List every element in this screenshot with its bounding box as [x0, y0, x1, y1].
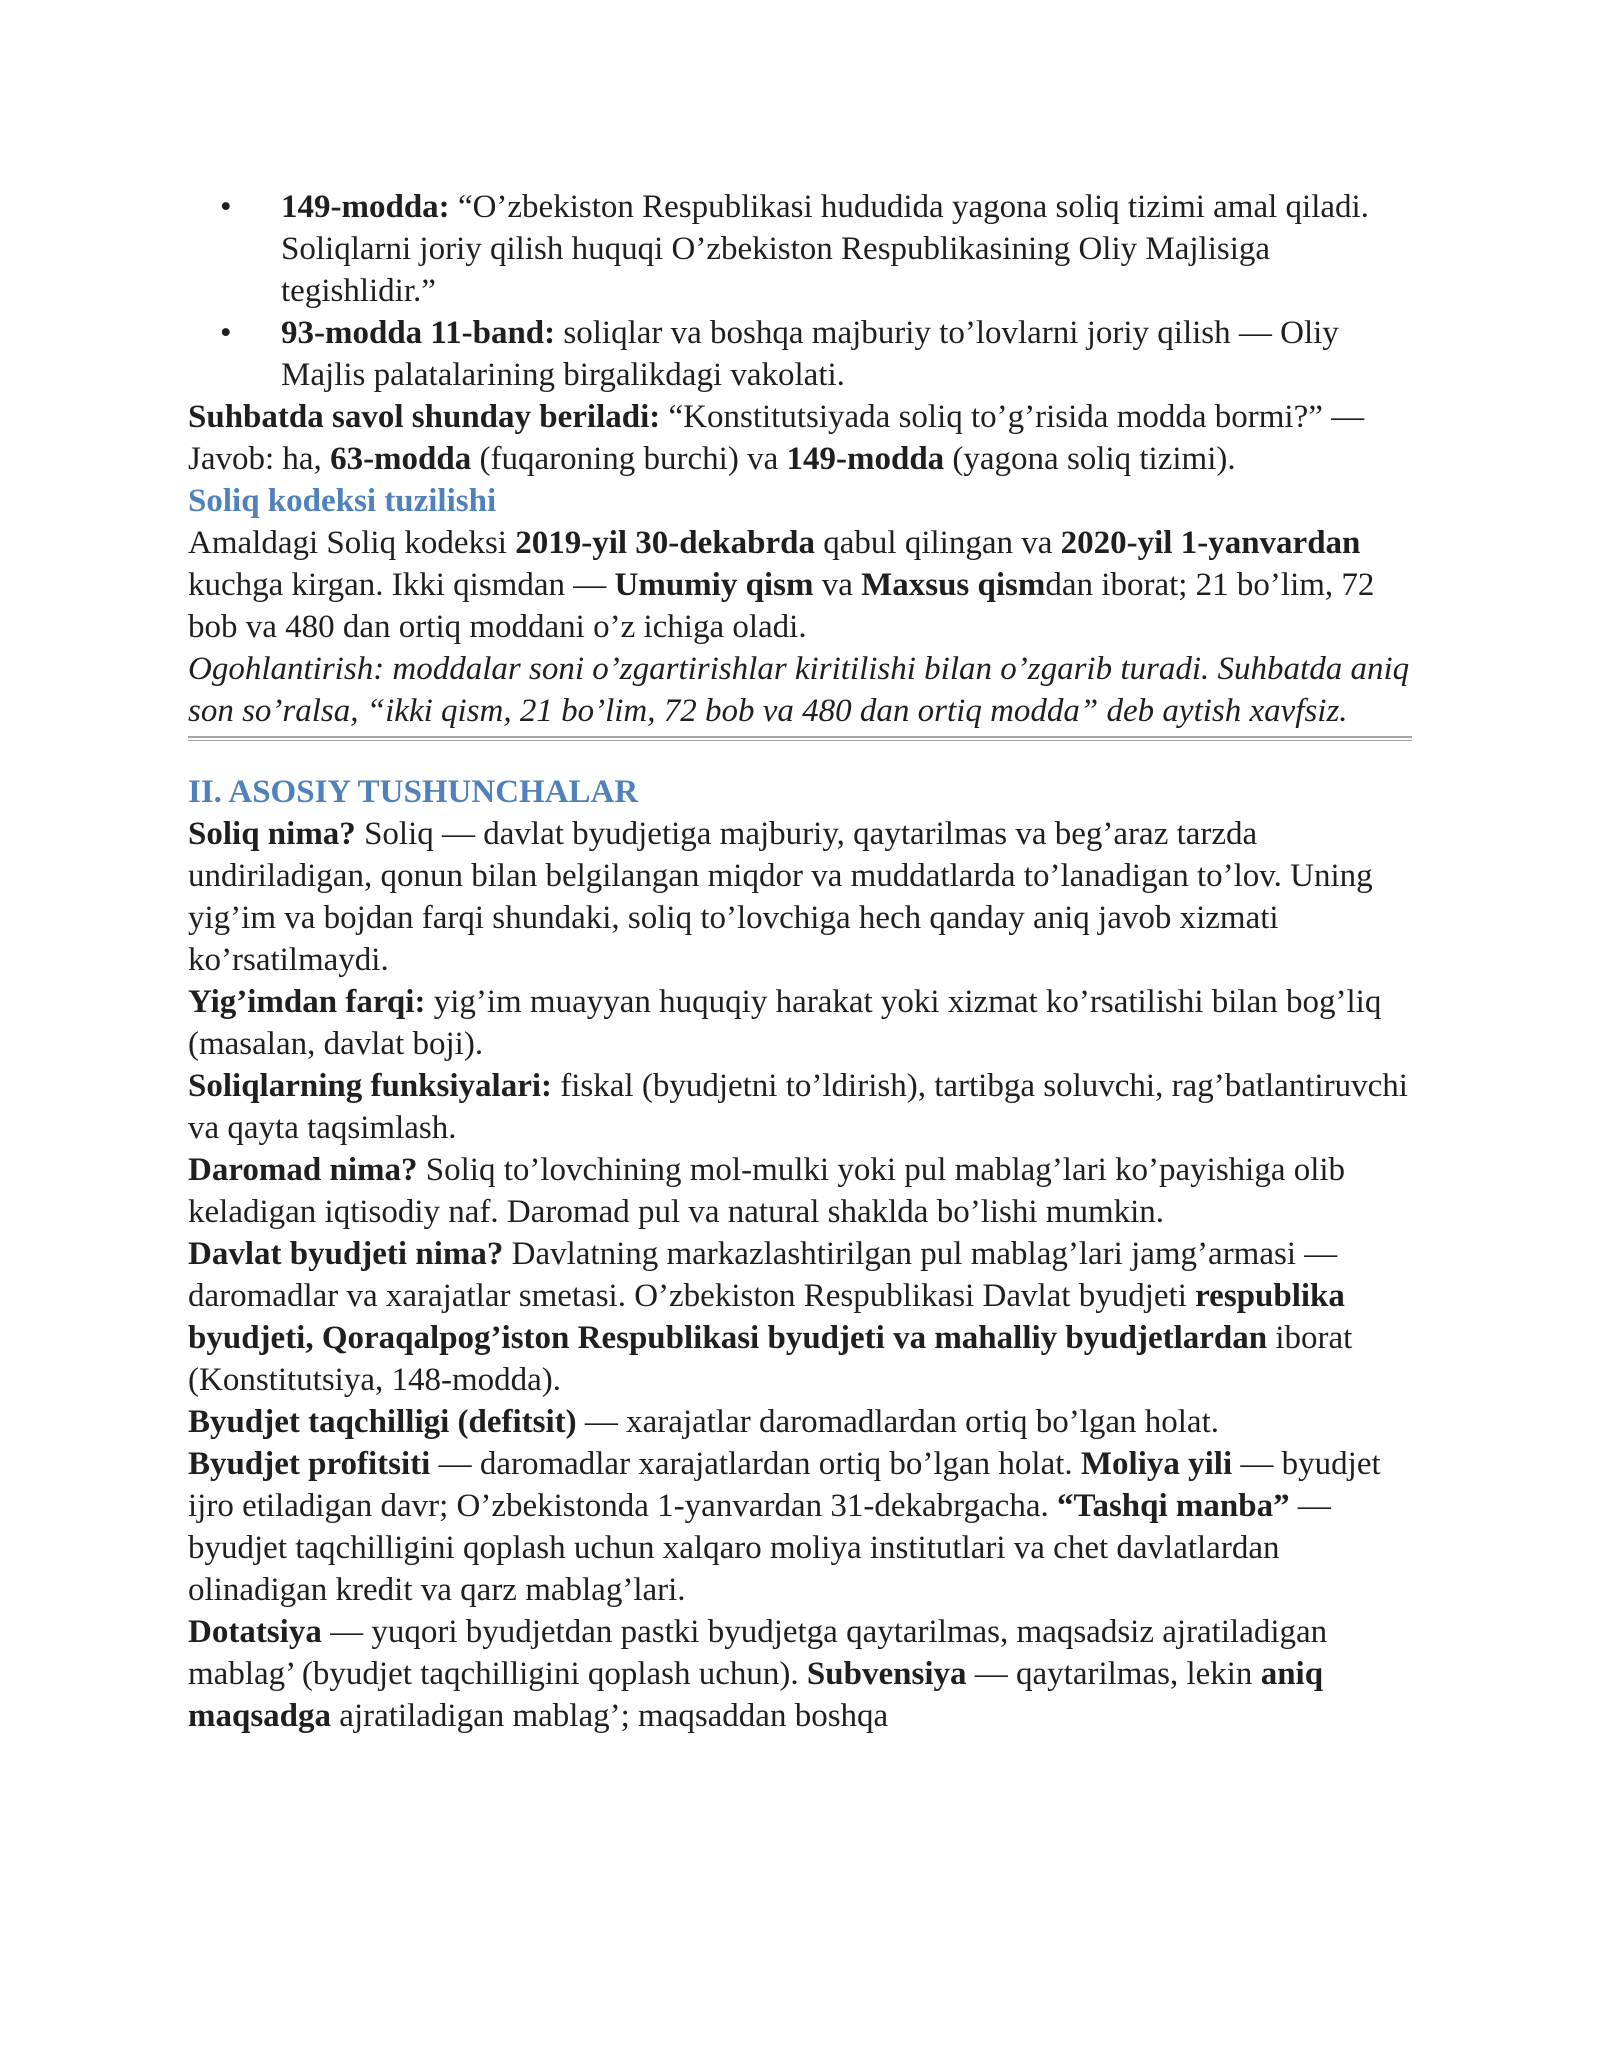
text-span: (fuqaroning burchi) va — [471, 441, 787, 477]
bold-term: 2020-yil 1-yanvardan — [1060, 525, 1361, 561]
text-span: Soliq to’lovchining mol-mulki yoki pul mablag’lari ko’payishiga olib keladigan iqtisodiy naf. Daromad pul va natural shaklda bo’lishi mumkin. — [188, 1152, 1346, 1230]
definition-state-budget — [188, 1233, 1412, 1401]
text-span: (yagona soliq tizimi). — [944, 441, 1236, 477]
text-span: kuchga kirgan. Ikki qismdan — — [188, 567, 615, 603]
bold-term: Maxsus qism — [861, 567, 1046, 603]
bullet-text: soliqlar va boshqa majburiy to’lovlarni joriy qilish — Oliy Majlis palatalarining birgalikdagi vakolati. — [281, 315, 1339, 393]
text-span: va — [813, 567, 862, 603]
text-span: Davlatning markazlashtirilgan pul mablag’lari jamg’armasi — daromadlar va xarajatlar smetasi. O’zbekiston Respublikasi Davlat byudjeti — [188, 1236, 1338, 1314]
definition-budget-deficit — [188, 1401, 1412, 1443]
text-span: Soliq — davlat byudjetiga majburiy, qaytarilmas va beg’araz tarzda undiriladigan, qonun bilan belgilangan miqdor va muddatlarda to’lanadigan to’lov. Uning yig’im va bojdan farqi shundaki, soliq to’lovchiga hech qanday aniq javob xizmati ko’rsatilmaydi. — [188, 816, 1373, 978]
bold-term: Dotatsiya — [188, 1614, 322, 1650]
bullet-item-article-93 — [188, 312, 1412, 396]
bold-term: Soliqlarning funksiyalari: — [188, 1068, 553, 1104]
bold-term: Subvensiya — [806, 1656, 967, 1692]
section-heading-tax-code: Soliq kodeksi tuzilishi — [188, 483, 497, 519]
text-span: iborat (Konstitutsiya, 148-modda). — [188, 1320, 1353, 1398]
interview-lead: Suhbatda savol shunday beriladi: — [188, 399, 661, 435]
section-heading-basic-concepts: II. ASOSIY TUSHUNCHALAR — [188, 774, 639, 810]
bold-term: aniq maqsadga — [188, 1656, 1324, 1734]
text-span: dan iborat; 21 bo’lim, 72 bob va 480 dan ortiq moddani o’z ichiga oladi. — [188, 567, 1375, 645]
bold-term: Soliq nima? — [188, 816, 356, 852]
bold-term: Davlat byudjeti nima? — [188, 1236, 504, 1272]
warning-note — [188, 648, 1412, 732]
definition-tax — [188, 813, 1412, 981]
interview-question-paragraph — [188, 396, 1412, 480]
bold-term: Daromad nima? — [188, 1152, 418, 1188]
text-span: “Konstitutsiyada soliq to’g’risida modda bormi?” — Javob: ha, — [188, 399, 1365, 477]
definition-budget-surplus — [188, 1443, 1412, 1611]
article-bullet-list — [188, 186, 1412, 396]
definition-income — [188, 1149, 1412, 1233]
bold-term: “Tashqi manba” — [1056, 1488, 1290, 1524]
bold-term: respublika byudjeti, Qoraqalpog’iston Respublikasi byudjeti va mahalliy byudjetlardan — [188, 1278, 1345, 1356]
bold-term: Moliya yili — [1080, 1446, 1233, 1482]
text-span: fiskal (byudjetni to’ldirish), tartibga soluvchi, rag’batlantiruvchi va qayta taqsimlash. — [188, 1068, 1408, 1146]
warning-text: Ogohlantirish: moddalar soni o’zgartirishlar kiritilishi bilan o’zgarib turadi. Suhbatda aniq son so’ralsa, “ikki qism, 21 bo’lim, 72 bob va 480 dan ortiq modda” deb aytish xavfsiz. — [188, 651, 1410, 729]
text-span: — byudjet taqchilligini qoplash uchun xalqaro moliya institutlari va chet davlatlardan olinadigan kredit va qarz mablag’lari. — [188, 1488, 1331, 1608]
definition-fee-difference — [188, 981, 1412, 1065]
text-span: — daromadlar xarajatlardan ortiq bo’lgan holat. — [430, 1446, 1081, 1482]
bold-term: 149-modda — [786, 441, 945, 477]
section-divider — [188, 736, 1412, 741]
bullet-dot-icon: • — [220, 315, 232, 351]
bold-term: Yig’imdan farqi: — [188, 984, 426, 1020]
text-span: yig’im muayyan huquqiy harakat yoki xizmat ko’rsatilishi bilan bog’liq (masalan, davlat boji). — [188, 984, 1382, 1062]
bullet-term: 149-modda: — [281, 189, 450, 225]
definition-tax-functions — [188, 1065, 1412, 1149]
bold-term: Umumiy qism — [614, 567, 814, 603]
bold-term: Byudjet taqchilligi (defitsit) — [188, 1404, 577, 1440]
text-span: — byudjet ijro etiladigan davr; O’zbekistonda 1-yanvardan 31-dekabrgacha. — [188, 1446, 1381, 1524]
tax-code-paragraph — [188, 522, 1412, 648]
text-span: Amaldagi Soliq kodeksi — [188, 525, 516, 561]
bullet-term: 93-modda 11-band: — [281, 315, 556, 351]
document-page — [188, 186, 1412, 1737]
bold-term: Byudjet profitsiti — [188, 1446, 431, 1482]
bullet-dot-icon: • — [220, 189, 232, 225]
text-span: — yuqori byudjetdan pastki byudjetga qaytarilmas, maqsadsiz ajratiladigan mablag’ (byudjet taqchilligini qoplash uchun). — [188, 1614, 1328, 1692]
bold-term: 63-modda — [330, 441, 472, 477]
bold-term: 2019-yil 30-dekabrda — [515, 525, 816, 561]
definition-subsidy — [188, 1611, 1412, 1737]
text-span: — xarajatlar daromadlardan ortiq bo’lgan holat. — [576, 1404, 1219, 1440]
text-span: ajratiladigan mablag’; maqsaddan boshqa — [331, 1698, 889, 1734]
bullet-text: “O’zbekiston Respublikasi hududida yagona soliq tizimi amal qiladi. Soliqlarni joriy qilish huquqi O’zbekiston Respublikasining Oliy Majlisiga tegishlidir.” — [281, 189, 1369, 309]
text-span: qabul qilingan va — [815, 525, 1061, 561]
bullet-item-article-149 — [188, 186, 1412, 312]
text-span: — qaytarilmas, lekin — [966, 1656, 1261, 1692]
